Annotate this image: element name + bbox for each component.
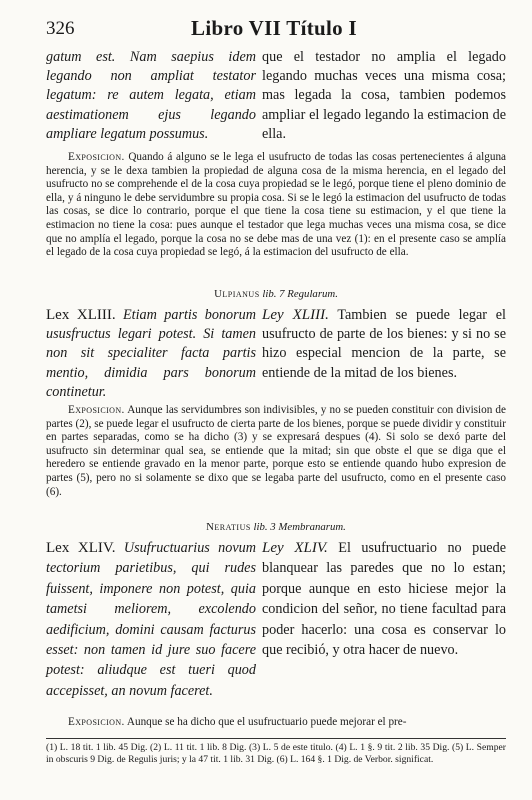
spanish-text: que el testador no amplia el legado legando muchas veces una misma cosa; mas legada la cosa, tambien podemos ampliar el legado legando la estimacion de ella.: [262, 49, 506, 142]
exposicion-text: Aunque se ha dicho que el usufructuario puede mejorar el pre-: [126, 716, 407, 728]
exposicion-text: Quando á alguno se le lega el usufructo de todas las cosas pertenecientes á alguna herencia, y se le dexa tambien la propiedad de alguna cosa de la misma herencia, en el legado del usufructo no se comprehende el de la cosa cuya propiedad se le legó, porque tiene el pleno dominio de ella, y á ninguno le debe servidumbre su propia cosa. Si se le legó la estimacion del usufructo de todas las cosas, se dice lo contrario, porque el que tiene la cosa tiene su estimacion, y el que tiene la estimacion no tiene la cosa: pues aunque el testador que lega muchas veces una misma cosa, se dice que no amplía el legado, porque la cosa no se debe mas de una vez (1): en el presente caso se amplía el legado de la cosa cuya propiedad se legó, á la estimacion del usufructo de ella.: [46, 151, 506, 259]
latin-law-label: Lex XLIII.: [46, 307, 116, 323]
citation-author: Ulpianus: [214, 288, 260, 300]
latin-law-body: Etiam partis bonorum ususfructus legari potest. Si tamen non sit specialiter facta partis mentio, dimidia pars bonorum continetur.: [46, 307, 256, 400]
latin-law-text: [46, 306, 256, 402]
law-43: [46, 306, 506, 402]
spanish-law-text: [262, 306, 506, 383]
citation-work: lib. 7 Regularum.: [262, 288, 338, 300]
source-citation: [46, 520, 506, 534]
latin-law-body: Usufructuarius novum tectorium parietibus, qui rudes fuissent, imponere non potest, quia tametsi meliorem, excolendo aedificium, domini causam facturus esset: non tamen id jure suo facere potest: aliudque est tueri quod accepisset, an novum faceret.: [46, 540, 256, 699]
law-44: [46, 538, 506, 710]
citation-author: Neratius: [206, 521, 251, 533]
footnotes: (1) L. 18 tit. 1 lib. 45 Dig. (2) L. 11 tit. 1 lib. 8 Dig. (3) L. 5 de este titulo. (4) L. 1 §. 9 tit. 2 lib. 35 Dig. (5) L. Semper in obscuris 9 Dig. de Regulis juris; y la 47 tit. 1 lib. 31 Dig. (6) L. 164 §. 1 Dig. de Verbor. significat.: [46, 742, 506, 765]
spanish-law-text: [262, 538, 506, 660]
exposicion-label: Exposicion.: [68, 151, 125, 163]
law-continuation: [46, 48, 506, 144]
citation-work: lib. 3 Membranarum.: [253, 521, 346, 533]
spanish-law-body: El usufructuario no puede blanquear las paredes que no lo estan; porque aunque en esto hiciese mejor la condicion del señor, no tiene facultad para poder hacerlo: una cosa es conservar lo que recibió, y otra hacer de nuevo.: [262, 540, 506, 659]
exposicion-label: Exposicion.: [68, 716, 125, 728]
exposicion-paragraph: [46, 404, 506, 499]
exposicion-text: Aunque las servidumbres son indivisibles, y no se pueden constituir con division de partes (2), se puede legar el usufructo de cierta parte de los bienes, porque se puede dividir y constituir en partes separadas, como se ha dicho (3) y se expresará despues (4). Si solo se dexó parte del usufructo sin determinar qual sea, se entiende que la mitad; sin que obste el que se diga que el heredero se entiende gravado en la menor parte, porque esto se entiende quando hubo expresion de partes (5), pero no si solamente se dixo que se legaba parte del usufructo, como en el presente caso (6).: [46, 404, 506, 498]
spanish-law-body: Tambien se puede legar el usufructo de parte de los bienes: y si no se hizo especial mencion de la parte, se entiende de la mitad de los bienes.: [262, 307, 506, 381]
running-title: Libro VII Título I: [191, 16, 357, 40]
exposicion-paragraph: [46, 151, 506, 260]
page-number: 326: [46, 18, 75, 39]
page-header: [46, 14, 502, 46]
source-citation: [46, 287, 506, 301]
latin-law-label: Lex XLIV.: [46, 540, 116, 556]
spanish-law-label: Ley XLIII.: [262, 307, 329, 323]
latin-law-text: [46, 538, 256, 701]
exposicion-label: Exposicion.: [68, 404, 125, 416]
footnote-divider: [46, 738, 506, 739]
spanish-law-label: Ley XLIV.: [262, 540, 328, 556]
latin-text: gatum est. Nam saepius idem legando non ampliat testator legatum: re autem legata, etiam aestimationem ejus legando ampliare legatum possumus.: [46, 49, 256, 142]
exposicion-paragraph: [46, 716, 506, 730]
